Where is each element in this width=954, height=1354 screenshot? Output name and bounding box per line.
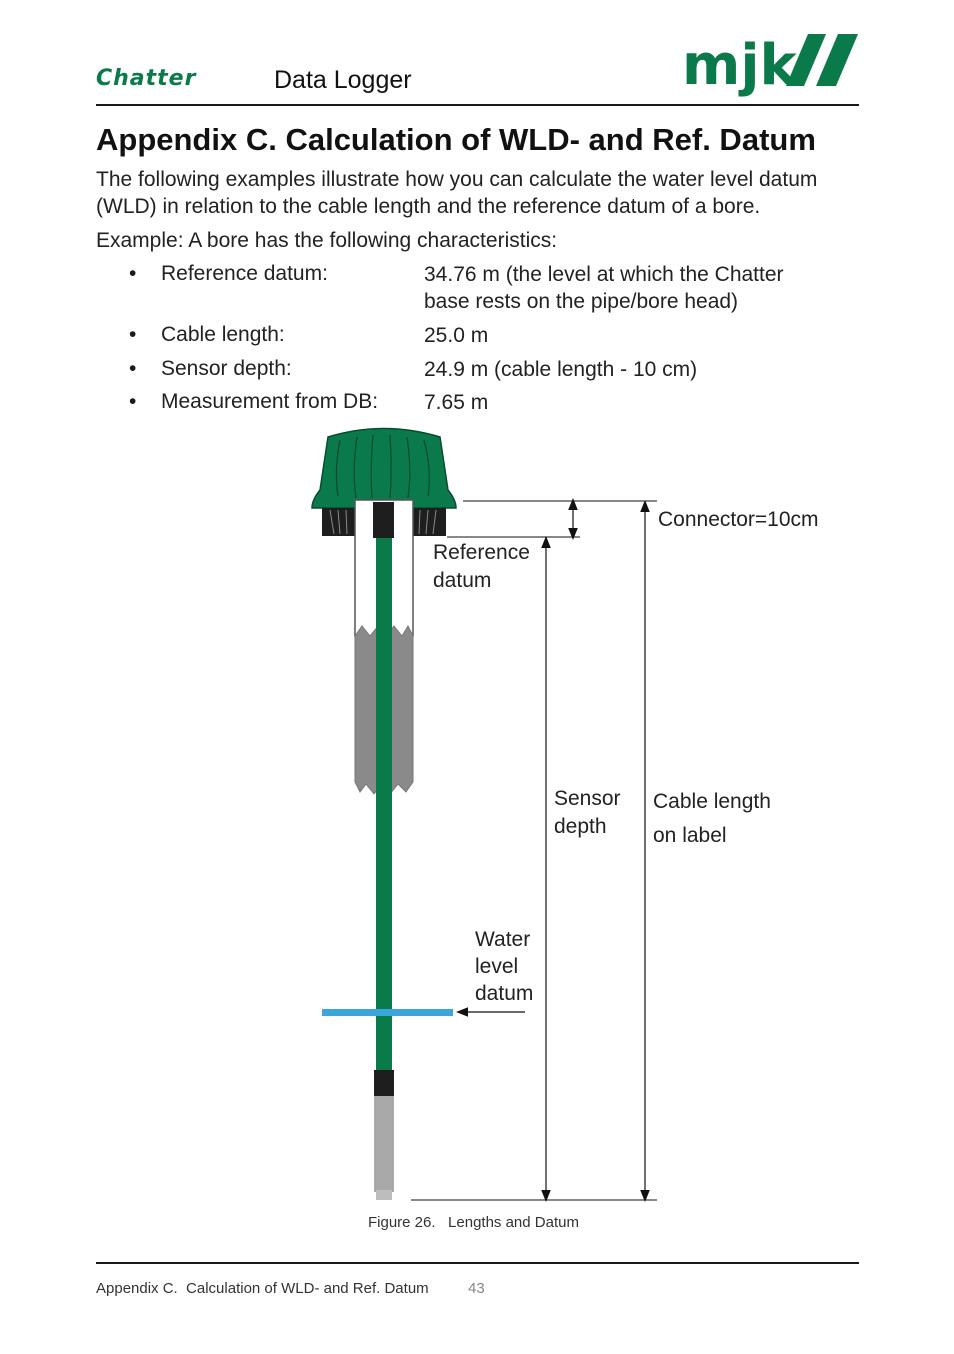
intro-line-2: (WLD) in relation to the cable length and the reference datum of a bore. [96,195,761,218]
doc-title: Data Logger [274,66,412,94]
label-line: Sensor [554,787,621,810]
chatter-housing [312,429,456,509]
mjk-logo-text: mjk [682,33,797,98]
characteristic-value: 24.9 m (cable length - 10 cm) [424,358,698,381]
label-line: level [475,955,519,978]
label-line: Cable length [653,790,771,813]
mjk-logo [680,30,860,102]
intro-line-1: The following examples illustrate how you can calculate the water level datum [96,168,818,191]
figure-caption: Figure 26. Lengths and Datum [368,1214,579,1231]
footer-rule [96,1262,859,1264]
bullet-icon: • [129,390,137,413]
cable-length-label [653,785,771,853]
label-line: datum [433,569,492,592]
connector-label: Connector=10cm [658,508,819,531]
example-intro: Example: A bore has the following characteristics: [96,229,558,252]
header-rule [96,104,859,106]
characteristic-value: 25.0 m [424,324,489,347]
water-level-datum-label [475,926,533,1007]
bullet-icon: • [129,262,137,285]
bullet-icon: • [129,357,137,380]
label-line: on label [653,824,727,847]
characteristic-label: Cable length: [161,323,285,346]
characteristic-label: Sensor depth: [161,357,292,380]
label-line: Water [475,928,531,951]
characteristic-label: Measurement from DB: [161,390,379,413]
label-line: depth [554,815,607,838]
sensor-head [374,1070,394,1098]
water-level-line [322,1009,453,1016]
label-line: datum [475,982,534,1005]
label-line: Reference [433,541,530,564]
characteristic-label: Reference datum: [161,262,328,285]
reference-datum-label [433,539,530,595]
chatter-brand: Chatter [96,66,197,91]
connector [373,502,394,538]
characteristic-value [424,261,784,315]
footer-section-title: Appendix C. Calculation of WLD- and Ref. Datum [96,1280,429,1297]
intro-paragraph [96,166,817,220]
value-line: base rests on the pipe/bore head) [424,290,739,313]
bullet-icon: • [129,323,137,346]
cable [376,536,392,1076]
value-line: 34.76 m (the level at which the Chatter [424,263,784,286]
sensor [374,1096,394,1192]
page-number: 43 [468,1280,485,1297]
sensor-tip [376,1190,392,1200]
characteristic-value: 7.65 m [424,391,489,414]
sensor-depth-label [554,785,621,841]
page-title: Appendix C. Calculation of WLD- and Ref. Datum [96,122,816,157]
